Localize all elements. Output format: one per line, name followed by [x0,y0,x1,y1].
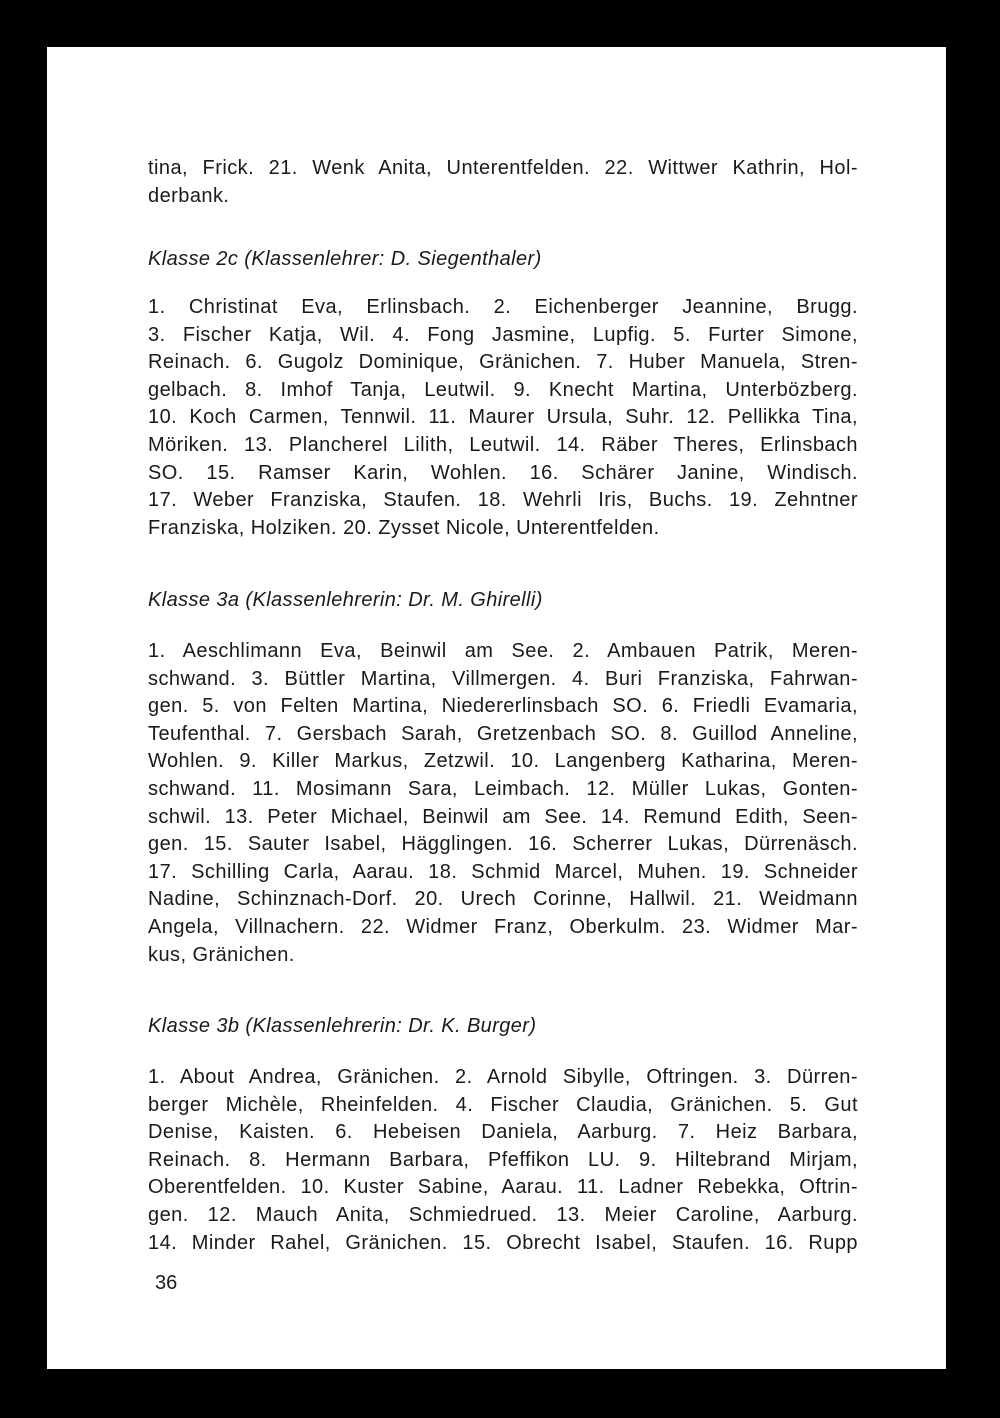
text-line: gen. 5. von Felten Martina, Niedererlinsbach SO. 6. Friedli Evamaria, [148,695,858,718]
text-line: derbank. [148,184,230,207]
text-line: gen. 12. Mauch Anita, Schmiedrued. 13. Meier Caroline, Aarburg. [148,1203,858,1226]
section-heading-klasse-3b: Klasse 3b (Klassenlehrerin: Dr. K. Burger) [148,1015,537,1037]
text-line: Denise, Kaisten. 6. Hebeisen Daniela, Aarburg. 7. Heiz Barbara, [148,1121,858,1144]
text-line: 14. Minder Rahel, Gränichen. 15. Obrecht Isabel, Staufen. 16. Rupp [148,1231,858,1254]
text-line: schwand. 11. Mosimann Sara, Leimbach. 12. Müller Lukas, Gonten- [148,777,858,800]
text-line: schwand. 3. Büttler Martina, Villmergen. 4. Buri Franziska, Fahrwan- [148,667,858,690]
section-heading-klasse-3a: Klasse 3a (Klassenlehrerin: Dr. M. Ghirelli) [148,589,543,611]
text-line: kus, Gränichen. [148,943,295,966]
continuation-paragraph [148,155,858,210]
text-line: 17. Schilling Carla, Aarau. 18. Schmid Marcel, Muhen. 19. Schneider [148,860,858,883]
text-line: Franziska, Holziken. 20. Zysset Nicole, Unterentfelden. [148,516,660,539]
text-line: tina, Frick. 21. Wenk Anita, Unterentfelden. 22. Wittwer Kathrin, Hol- [148,157,858,179]
text-line: SO. 15. Ramser Karin, Wohlen. 16. Schärer Janine, Windisch. [148,461,858,484]
text-line: Reinach. 8. Hermann Barbara, Pfeffikon LU. 9. Hiltebrand Mirjam, [148,1148,858,1171]
text-line: schwil. 13. Peter Michael, Beinwil am See. 14. Remund Edith, Seen- [148,805,858,828]
text-line: Oberentfelden. 10. Kuster Sabine, Aarau. 11. Ladner Rebekka, Oftrin- [148,1176,858,1199]
text-line: gen. 15. Sauter Isabel, Hägglingen. 16. Scherrer Lukas, Dürrenäsch. [148,833,858,856]
text-line: 1. Aeschlimann Eva, Beinwil am See. 2. Ambauen Patrik, Meren- [148,640,858,662]
text-line: 3. Fischer Katja, Wil. 4. Fong Jasmine, Lupfig. 5. Furter Simone, [148,323,858,346]
section-heading-klasse-2c: Klasse 2c (Klassenlehrer: D. Siegenthaler) [148,248,542,270]
text-line: Angela, Villnachern. 22. Widmer Franz, Oberkulm. 23. Widmer Mar- [148,915,858,938]
text-line: berger Michèle, Rheinfelden. 4. Fischer Claudia, Gränichen. 5. Gut [148,1093,858,1116]
text-line: 17. Weber Franziska, Staufen. 18. Wehrli Iris, Buchs. 19. Zehntner [148,489,858,512]
text-line: Reinach. 6. Gugolz Dominique, Gränichen. 7. Huber Manuela, Stren- [148,351,858,374]
text-line: 1. Christinat Eva, Erlinsbach. 2. Eichenberger Jeannine, Brugg. [148,296,858,318]
text-line: Möriken. 13. Plancherel Lilith, Leutwil. 14. Räber Theres, Erlinsbach [148,433,858,456]
text-line: Nadine, Schinznach-Dorf. 20. Urech Corinne, Hallwil. 21. Weidmann [148,888,858,911]
text-line: gelbach. 8. Imhof Tanja, Leutwil. 9. Knecht Martina, Unterbözberg. [148,378,858,401]
section-list-klasse-3b [148,1064,858,1257]
page-number: 36 [155,1272,178,1294]
section-list-klasse-3a [148,638,858,969]
text-line: 10. Koch Carmen, Tennwil. 11. Maurer Ursula, Suhr. 12. Pellikka Tina, [148,406,858,429]
section-list-klasse-2c [148,294,858,542]
text-line: Teufenthal. 7. Gersbach Sarah, Gretzenbach SO. 8. Guillod Anneline, [148,722,858,745]
document-page [47,47,946,1369]
text-line: Wohlen. 9. Killer Markus, Zetzwil. 10. Langenberg Katharina, Meren- [148,750,858,773]
text-line: 1. About Andrea, Gränichen. 2. Arnold Sibylle, Oftringen. 3. Dürren- [148,1066,858,1088]
